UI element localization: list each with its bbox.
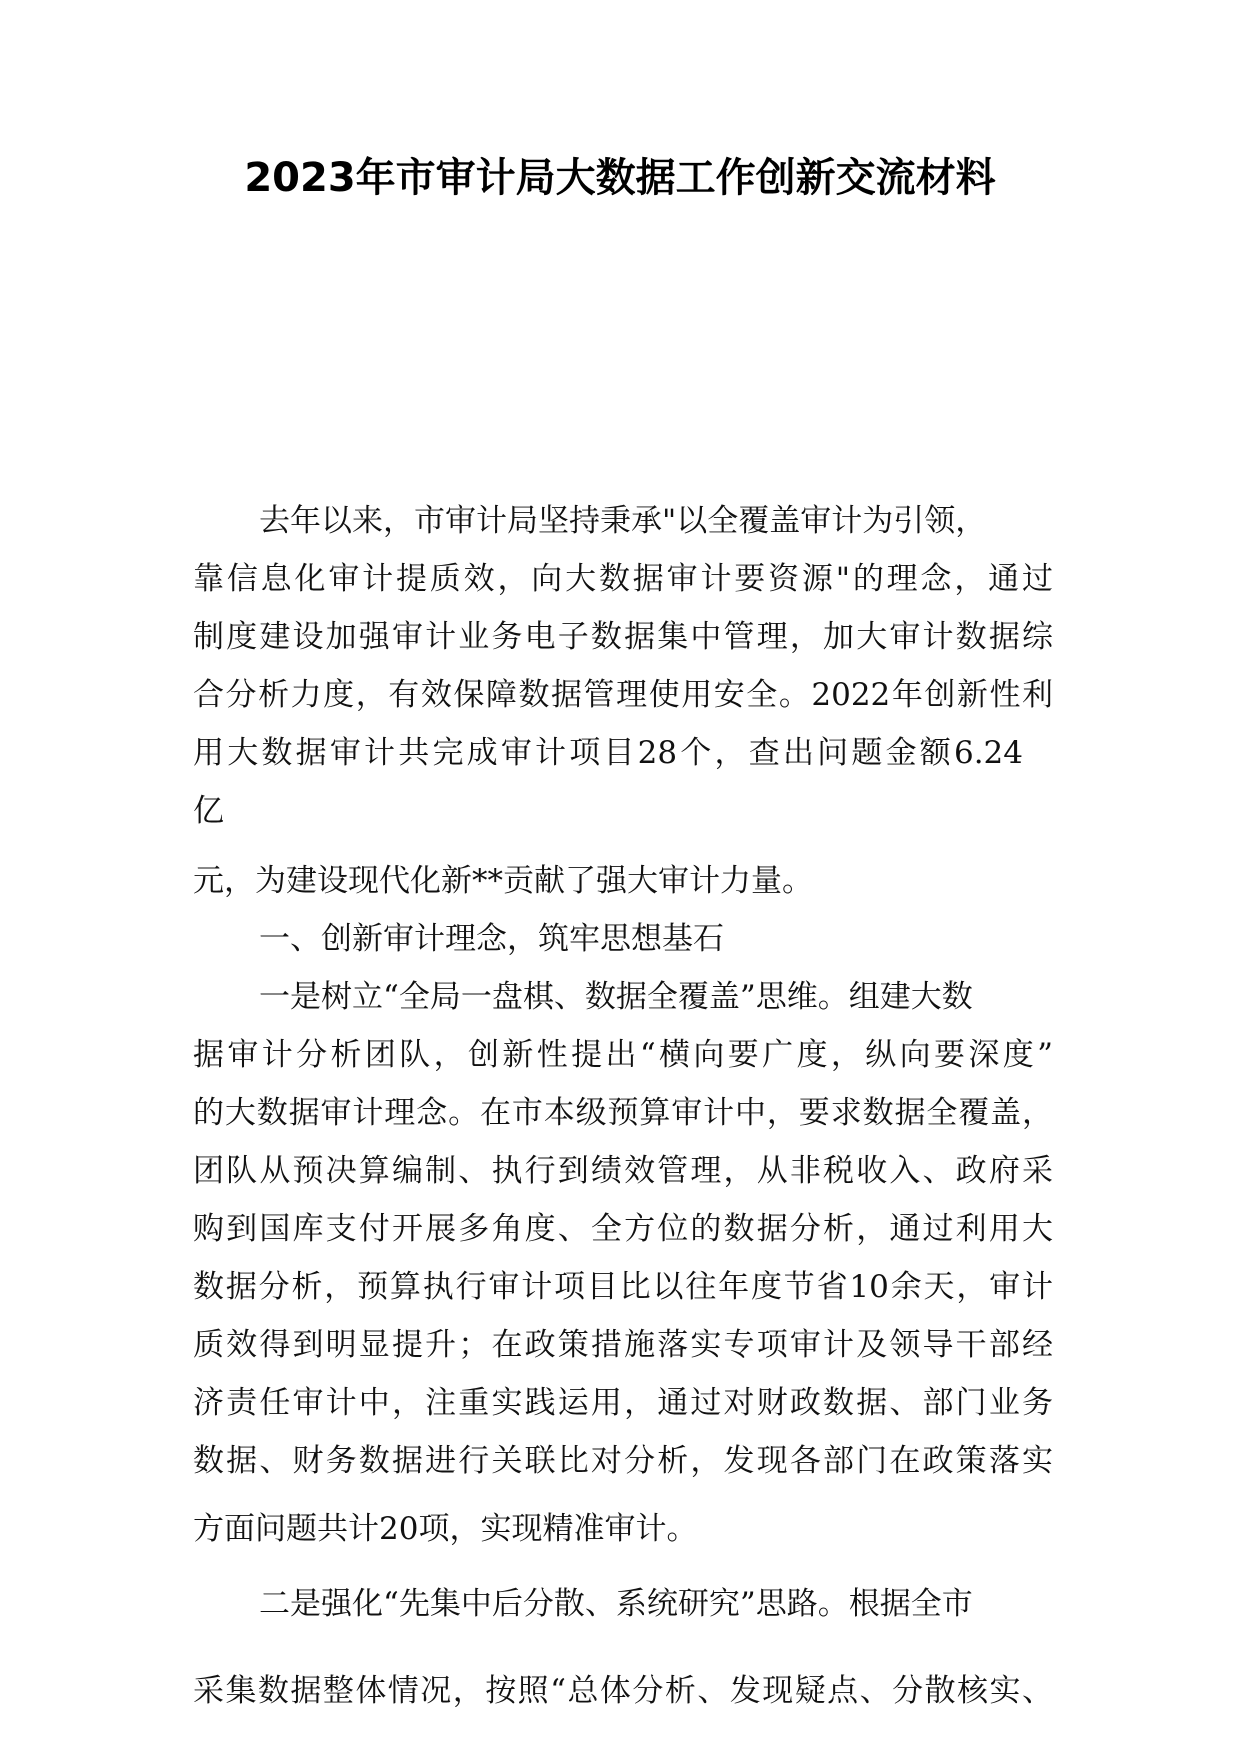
body-line-5: 用大数据审计共完成审计项目28个，查出问题金额6.24	[193, 735, 1023, 771]
body-line-12: 团队从预决算编制、执行到绩效管理，从非税收入、政府采	[193, 1153, 1053, 1189]
body-line-16: 济责任审计中，注重实践运用，通过对财政数据、部门业务	[193, 1385, 1053, 1421]
body-line-14: 数据分析，预算执行审计项目比以往年度节省10余天，审计	[193, 1269, 1053, 1305]
body-line-13: 购到国库支付开展多角度、全方位的数据分析，通过利用大	[193, 1211, 1053, 1247]
body-line-10: 据审计分析团队，创新性提出“横向要广度，纵向要深度”	[193, 1037, 1053, 1073]
body-line-1: 去年以来，市审计局坚持秉承"以全覆盖审计为引领，	[259, 503, 987, 539]
document-title: 2023年市审计局大数据工作创新交流材料	[244, 155, 996, 201]
body-line-17: 数据、财务数据进行关联比对分析，发现各部门在政策落实	[193, 1443, 1053, 1479]
section-heading-1: 一、创新审计理念，筑牢思想基石	[259, 921, 724, 957]
body-line-2: 靠信息化审计提质效，向大数据审计要资源"的理念，通过	[193, 561, 1053, 597]
body-line-3: 制度建设加强审计业务电子数据集中管理，加大审计数据综	[193, 619, 1053, 655]
body-line-9: 一是树立“全局一盘棋、数据全覆盖”思维。组建大数	[259, 979, 973, 1015]
body-line-15: 质效得到明显提升；在政策措施落实专项审计及领导干部经	[193, 1327, 1053, 1363]
body-line-4: 合分析力度，有效保障数据管理使用安全。2022年创新性利	[193, 677, 1053, 713]
body-line-11: 的大数据审计理念。在市本级预算审计中，要求数据全覆盖，	[193, 1095, 1053, 1131]
body-line-7: 元，为建设现代化新**贡献了强大审计力量。	[193, 863, 813, 899]
body-line-20: 采集数据整体情况，按照“总体分析、发现疑点、分散核实、	[193, 1673, 1053, 1709]
body-line-6: 亿	[193, 793, 224, 829]
body-line-18: 方面问题共计20项，实现精准审计。	[193, 1511, 698, 1547]
body-line-19: 二是强化“先集中后分散、系统研究”思路。根据全市	[259, 1586, 973, 1622]
